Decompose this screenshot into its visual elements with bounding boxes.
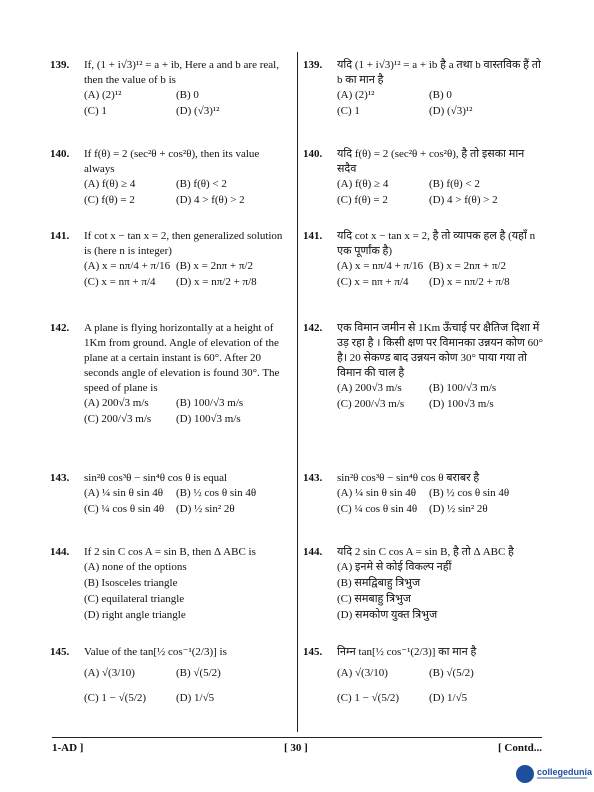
option-c: (C) 1 − √(5/2) bbox=[84, 692, 147, 704]
question-text: यदि f(θ) = 2 (sec²θ + cos²θ), है तो इसका मान सदैव bbox=[337, 148, 525, 175]
question-144-en bbox=[50, 545, 290, 623]
option-b: (B) 0 bbox=[176, 89, 199, 101]
option-a: (A) x = nπ/4 + π/16 bbox=[84, 260, 171, 272]
question-number: 143. bbox=[50, 472, 70, 484]
option-b: (B) समद्विबाहु त्रिभुज bbox=[337, 577, 421, 589]
question-text: एक विमान जमीन से 1Km ऊँचाई पर क्षैतिज दिशा में उड़ रहा है । किसी क्षण पर विमानका उन्नयन कोण 60° है। 20 सेकण्ड बाद उन्नयन कोण 30° पाया गया तो विमान की चाल है bbox=[337, 322, 544, 379]
question-141-en bbox=[50, 229, 290, 290]
option-d: (D) 4 > f(θ) > 2 bbox=[429, 194, 498, 206]
option-c: (C) ¼ cos θ sin 4θ bbox=[337, 503, 418, 515]
option-b: (B) √(5/2) bbox=[429, 667, 474, 679]
option-d: (D) 4 > f(θ) > 2 bbox=[176, 194, 245, 206]
option-b: (B) Isosceles triangle bbox=[84, 577, 178, 589]
option-a: (A) √(3/10) bbox=[337, 667, 388, 679]
option-d: (D) (√3)¹² bbox=[176, 105, 220, 117]
option-b: (B) ½ cos θ sin 4θ bbox=[429, 487, 510, 499]
option-c: (C) 200/√3 m/s bbox=[84, 413, 152, 425]
question-text: यदि cot x − tan x = 2, है तो व्यापक हल है (यहाँ n एक पूर्णांक है) bbox=[337, 230, 536, 257]
question-number: 141. bbox=[50, 230, 70, 242]
question-number: 143. bbox=[303, 472, 323, 484]
option-b: (B) √(5/2) bbox=[176, 667, 221, 679]
option-b: (B) 100/√3 m/s bbox=[176, 397, 244, 409]
option-b: (B) 0 bbox=[429, 89, 452, 101]
question-number: 139. bbox=[50, 59, 70, 71]
question-143-en bbox=[50, 471, 290, 517]
question-text: sin²θ cos³θ − sin⁴θ cos θ बराबर है bbox=[337, 472, 480, 484]
option-a: (A) (2)¹² bbox=[337, 89, 375, 101]
option-b: (B) f(θ) < 2 bbox=[429, 178, 480, 190]
option-d: (D) 100√3 m/s bbox=[429, 398, 494, 410]
question-text: Value of the tan[½ cos⁻¹(2/3)] is bbox=[84, 646, 227, 658]
option-c: (C) f(θ) = 2 bbox=[84, 194, 135, 206]
collegedunia-logo bbox=[516, 763, 593, 785]
question-145-en bbox=[50, 645, 290, 706]
option-d: (D) 1/√5 bbox=[429, 692, 468, 704]
question-number: 142. bbox=[50, 322, 70, 334]
option-a: (A) f(θ) ≥ 4 bbox=[337, 178, 389, 190]
option-d: (D) 100√3 m/s bbox=[176, 413, 241, 425]
option-a: (A) 200√3 m/s bbox=[84, 397, 149, 409]
option-c: (C) equilateral triangle bbox=[84, 593, 185, 605]
question-139-en bbox=[50, 58, 290, 119]
question-142-en bbox=[50, 321, 290, 427]
question-number: 144. bbox=[303, 546, 323, 558]
column-divider bbox=[297, 52, 298, 732]
option-c: (C) 1 bbox=[84, 105, 107, 117]
option-c: (C) 1 − √(5/2) bbox=[337, 692, 400, 704]
question-text: If cot x − tan x = 2, then generalized solution is (here n is integer) bbox=[84, 230, 283, 257]
page-number: [ 30 ] bbox=[284, 742, 308, 754]
option-b: (B) f(θ) < 2 bbox=[176, 178, 227, 190]
question-text: यदि 2 sin C cos A = sin B, है तो Δ ABC है bbox=[337, 546, 514, 558]
logo-badge-icon bbox=[516, 765, 534, 783]
question-number: 140. bbox=[50, 148, 70, 160]
option-d: (D) 1/√5 bbox=[176, 692, 215, 704]
option-d: (D) ½ sin² 2θ bbox=[176, 503, 235, 515]
question-144-hi bbox=[303, 545, 543, 623]
question-number: 140. bbox=[303, 148, 323, 160]
logo-underline bbox=[537, 777, 587, 779]
option-a: (A) f(θ) ≥ 4 bbox=[84, 178, 136, 190]
question-143-hi bbox=[303, 471, 543, 517]
option-c: (C) समबाहु त्रिभुज bbox=[337, 593, 411, 605]
question-139-hi bbox=[303, 58, 543, 119]
option-d: (D) right angle triangle bbox=[84, 609, 186, 621]
question-number: 139. bbox=[303, 59, 323, 71]
logo-text: collegedunia bbox=[537, 767, 593, 777]
question-text: निम्न tan[½ cos⁻¹(2/3)] का मान है bbox=[337, 646, 477, 658]
option-b: (B) 100/√3 m/s bbox=[429, 382, 497, 394]
option-a: (A) ¼ sin θ sin 4θ bbox=[84, 487, 163, 499]
option-a: (A) √(3/10) bbox=[84, 667, 135, 679]
option-d: (D) x = nπ/2 + π/8 bbox=[429, 276, 510, 288]
question-number: 142. bbox=[303, 322, 323, 334]
question-140-hi bbox=[303, 147, 543, 208]
option-c: (C) x = nπ + π/4 bbox=[337, 276, 409, 288]
option-d: (D) (√3)¹² bbox=[429, 105, 473, 117]
option-a: (A) (2)¹² bbox=[84, 89, 122, 101]
paper-code: 1-AD ] bbox=[52, 742, 84, 754]
option-d: (D) x = nπ/2 + π/8 bbox=[176, 276, 257, 288]
question-140-en bbox=[50, 147, 290, 208]
option-c: (C) f(θ) = 2 bbox=[337, 194, 388, 206]
question-number: 144. bbox=[50, 546, 70, 558]
option-a: (A) ¼ sin θ sin 4θ bbox=[337, 487, 416, 499]
option-a: (A) x = nπ/4 + π/16 bbox=[337, 260, 424, 272]
option-c: (C) 1 bbox=[337, 105, 360, 117]
option-c: (C) x = nπ + π/4 bbox=[84, 276, 156, 288]
footer-rule bbox=[52, 737, 542, 738]
option-a: (A) none of the options bbox=[84, 561, 187, 573]
question-text: A plane is flying horizontally at a height of 1Km from ground. Angle of elevation of the plane at a certain instant is 60°. After 20 seconds angle of elevation is found 30°. The speed of plane is bbox=[84, 322, 280, 394]
question-141-hi bbox=[303, 229, 543, 290]
option-b: (B) x = 2nπ + π/2 bbox=[429, 260, 506, 272]
option-d: (D) ½ sin² 2θ bbox=[429, 503, 488, 515]
option-b: (B) x = 2nπ + π/2 bbox=[176, 260, 253, 272]
option-c: (C) 200/√3 m/s bbox=[337, 398, 405, 410]
question-text: sin²θ cos³θ − sin⁴θ cos θ is equal bbox=[84, 472, 228, 484]
question-142-hi bbox=[303, 321, 543, 412]
question-number: 141. bbox=[303, 230, 323, 242]
question-number: 145. bbox=[303, 646, 323, 658]
question-145-hi bbox=[303, 645, 543, 706]
page-footer bbox=[52, 742, 542, 758]
question-number: 145. bbox=[50, 646, 70, 658]
question-text: If f(θ) = 2 (sec²θ + cos²θ), then its value always bbox=[84, 148, 260, 175]
option-a: (A) 200√3 m/s bbox=[337, 382, 402, 394]
option-b: (B) ½ cos θ sin 4θ bbox=[176, 487, 257, 499]
option-c: (C) ¼ cos θ sin 4θ bbox=[84, 503, 165, 515]
question-text: If, (1 + i√3)¹² = a + ib, Here a and b are real, then the value of b is bbox=[84, 59, 279, 86]
question-text: यदि (1 + i√3)¹² = a + ib है a तथा b वास्तविक हैं तो b का मान है bbox=[337, 59, 541, 86]
option-a: (A) इनमे से कोई विकल्प नहीं bbox=[337, 561, 452, 573]
option-d: (D) समकोण युक्त त्रिभुज bbox=[337, 609, 438, 621]
continued-label: [ Contd... bbox=[497, 742, 542, 754]
question-text: If 2 sin C cos A = sin B, then Δ ABC is bbox=[84, 546, 256, 558]
